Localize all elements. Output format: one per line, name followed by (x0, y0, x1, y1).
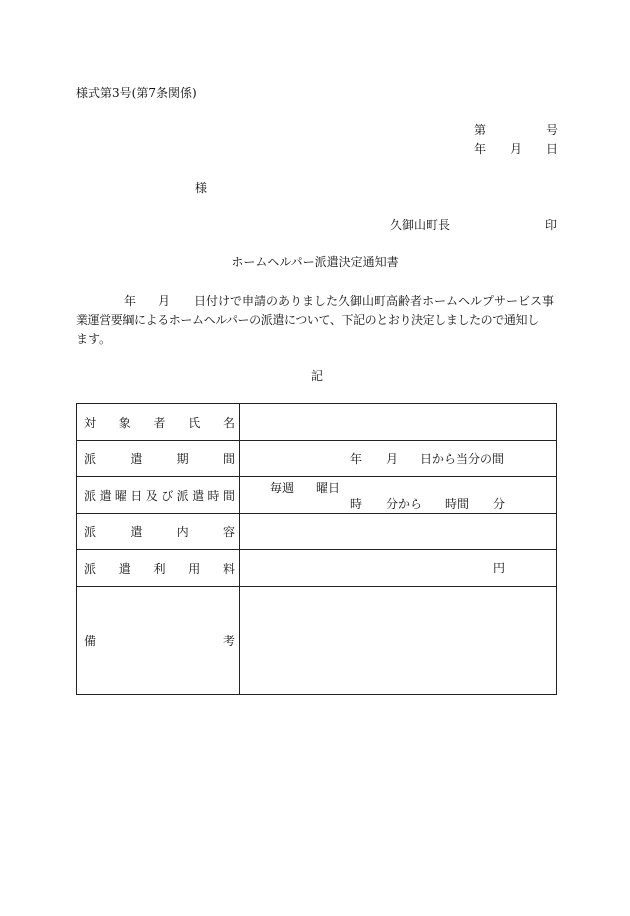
label-char: 遣 (130, 452, 143, 466)
label-char: 派 (84, 561, 97, 576)
label-char: 備 (84, 634, 97, 648)
label-char: 派 (84, 525, 97, 539)
label-char: 遣 (99, 488, 112, 503)
label-char: 考 (222, 634, 235, 648)
hour-text: 時 (350, 497, 363, 511)
recipient-name-field (240, 404, 557, 441)
label-char: 期 (176, 452, 189, 466)
label-char: 派 (84, 488, 97, 503)
label-char: 者 (153, 415, 166, 430)
dispatch-record-table (76, 403, 557, 695)
document-number-prefix: 第 (474, 123, 487, 137)
label-char: 遣 (118, 561, 131, 576)
weekday-text: 曜日 (316, 481, 341, 495)
body-year: 年 (124, 294, 137, 308)
label-char: 派 (84, 452, 97, 466)
label-char: 対 (84, 415, 97, 430)
label-char: 容 (222, 525, 235, 539)
document-number-suffix: 号 (545, 123, 558, 137)
label-char: び (161, 488, 174, 503)
label-char: 氏 (188, 415, 201, 430)
period-rest: 日から当分の間 (420, 452, 505, 466)
table-row (77, 404, 557, 441)
label-char: 時 (207, 488, 220, 503)
body-text-line1: 日付けで申請のありました久御山町高齢者ホームヘルプサービス事 (194, 294, 555, 308)
weekly-text: 毎週 (270, 481, 295, 495)
row-label-dispatch-fee (77, 560, 239, 577)
document-title: ホームヘルパー派遣決定通知書 (231, 255, 399, 269)
document-number (474, 123, 558, 137)
dispatch-content-field (240, 514, 557, 550)
ki-heading: 記 (311, 369, 324, 383)
yen-unit: 円 (493, 561, 506, 575)
minute-from-text: 分から (386, 497, 423, 511)
date-month: 月 (510, 142, 523, 156)
remarks-field (240, 587, 557, 695)
label-char: 及 (145, 488, 158, 503)
dispatch-fee-field (240, 550, 557, 587)
body-month: 月 (158, 294, 171, 308)
label-char: 利 (153, 561, 166, 576)
table-row (77, 441, 557, 477)
table-row (77, 477, 557, 514)
seal-mark: 印 (545, 218, 558, 232)
addressee-honorific: 様 (195, 181, 208, 195)
notice-body (76, 292, 558, 349)
period-month: 月 (386, 452, 399, 466)
label-char: 用 (188, 561, 201, 576)
label-char: 名 (222, 415, 235, 430)
label-char: 内 (176, 525, 189, 539)
label-char: 間 (222, 452, 235, 466)
minute-text: 分 (493, 497, 506, 511)
row-label-dispatch-content (77, 523, 239, 540)
body-text-line3: ます。 (76, 332, 112, 346)
label-char: 遣 (192, 488, 205, 503)
table-row (77, 514, 557, 550)
row-label-dispatch-days-times (77, 487, 239, 504)
table-row (77, 550, 557, 587)
dispatch-period-field (240, 441, 557, 477)
body-text-line2: 業運営要綱によるホームヘルパーの派遣について、下記のとおり決定しましたので通知し (76, 313, 539, 327)
issuer-name: 久御山町長 (390, 218, 451, 232)
dispatch-days-times-field (240, 477, 557, 514)
label-char: 間 (222, 488, 235, 503)
row-label-remarks (77, 632, 239, 649)
duration-hours-text: 時間 (445, 497, 470, 511)
label-char: 象 (118, 415, 131, 430)
period-year: 年 (350, 452, 363, 466)
row-label-dispatch-period (77, 450, 239, 467)
label-char: 日 (130, 488, 143, 503)
date-day: 日 (545, 142, 558, 156)
document-date (474, 142, 558, 156)
label-char: 曜 (114, 488, 127, 503)
row-label-recipient-name (77, 414, 239, 431)
label-char: 派 (176, 488, 189, 503)
date-year: 年 (474, 142, 487, 156)
table-row (77, 587, 557, 695)
label-char: 料 (222, 561, 235, 576)
form-number: 様式第3号(第7条関係) (76, 86, 197, 100)
label-char: 遣 (130, 525, 143, 539)
